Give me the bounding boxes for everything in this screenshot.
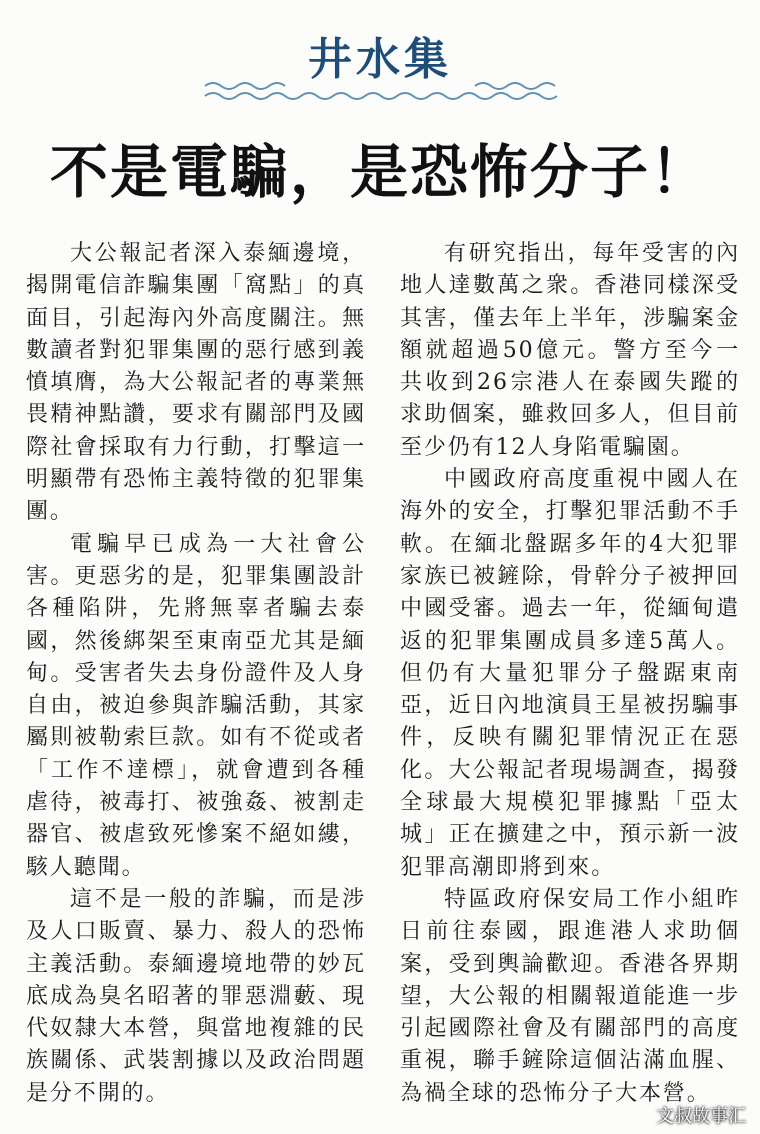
paragraph: 特區政府保安局工作小組昨日前往泰國，跟進港人求助個案，受到輿論歡迎。香港各界期望，大公報的相關報道能進一步引起國際社會及有關部門的高度重視，聯手鏟除這個沾滿血腥、為禍全球的恐怖分子大本營。 xyxy=(400,886,740,1106)
headline: 不是電騙，是恐怖分子！ xyxy=(49,138,710,206)
wave-ornament xyxy=(0,78,760,108)
article-column-left xyxy=(26,238,366,1110)
article-column-right xyxy=(400,238,740,1110)
paragraph: 有研究指出，每年受害的內地人達數萬之衆。香港同樣深受其害，僅去年上半年，涉騙案金額就超過50億元。警方至今一共收到26宗港人在泰國失蹤的求助個案，雖救回多人，但目前至少仍有12人身陷電騙園。 xyxy=(400,241,740,460)
paragraph: 大公報記者深入泰緬邊境，揭開電信詐騙集團「窩點」的真面目，引起海內外高度關注。無數讀者對犯罪集團的惡行感到義憤填膺，為大公報記者的專業無畏精神點讚，要求有關部門及國際社會採取有力行動，打擊這一明顯帶有恐怖主義特徵的犯罪集團。 xyxy=(26,241,366,525)
paragraph: 中國政府高度重視中國人在海外的安全，打擊犯罪活動不手軟。在緬北盤踞多年的4大犯罪家族已被鏟除，骨幹分子被押回中國受審。過去一年，從緬甸遣返的犯罪集團成員多達5萬人。但仍有大量犯罪分子盤踞東南亞，近日內地演員王星被拐騙事件，反映有關犯罪情況正在惡化。大公報記者現場調查，揭發全球最大規模犯罪據點「亞太城」正在擴建之中，預示新一波犯罪高潮即將到來。 xyxy=(400,467,740,880)
column-header xyxy=(0,0,760,110)
column-name: 井水集 xyxy=(308,34,452,85)
paragraph: 電騙早已成為一大社會公害。更惡劣的是，犯罪集團設計各種陷阱，先將無辜者騙去泰國，然後綁架至東南亞尤其是緬甸。受害者失去身份證件及人身自由，被迫參與詐騙活動，其家屬則被勒索巨款。如有不從或者「工作不達標」，就會遭到各種虐待，被毒打、被強姦、被割走器官、被虐致死慘案不絕如縷，駭人聽聞。 xyxy=(26,531,366,880)
watermark: 文叔故事汇 xyxy=(656,1106,746,1127)
paragraph: 這不是一般的詐騙，而是涉及人口販賣、暴力、殺人的恐怖主義活動。泰緬邊境地帶的妙瓦底成為臭名昭著的罪惡淵藪、現代奴隸大本營，與當地複雜的民族關係、武裝割據以及政治問題是分不開的。 xyxy=(26,886,366,1106)
